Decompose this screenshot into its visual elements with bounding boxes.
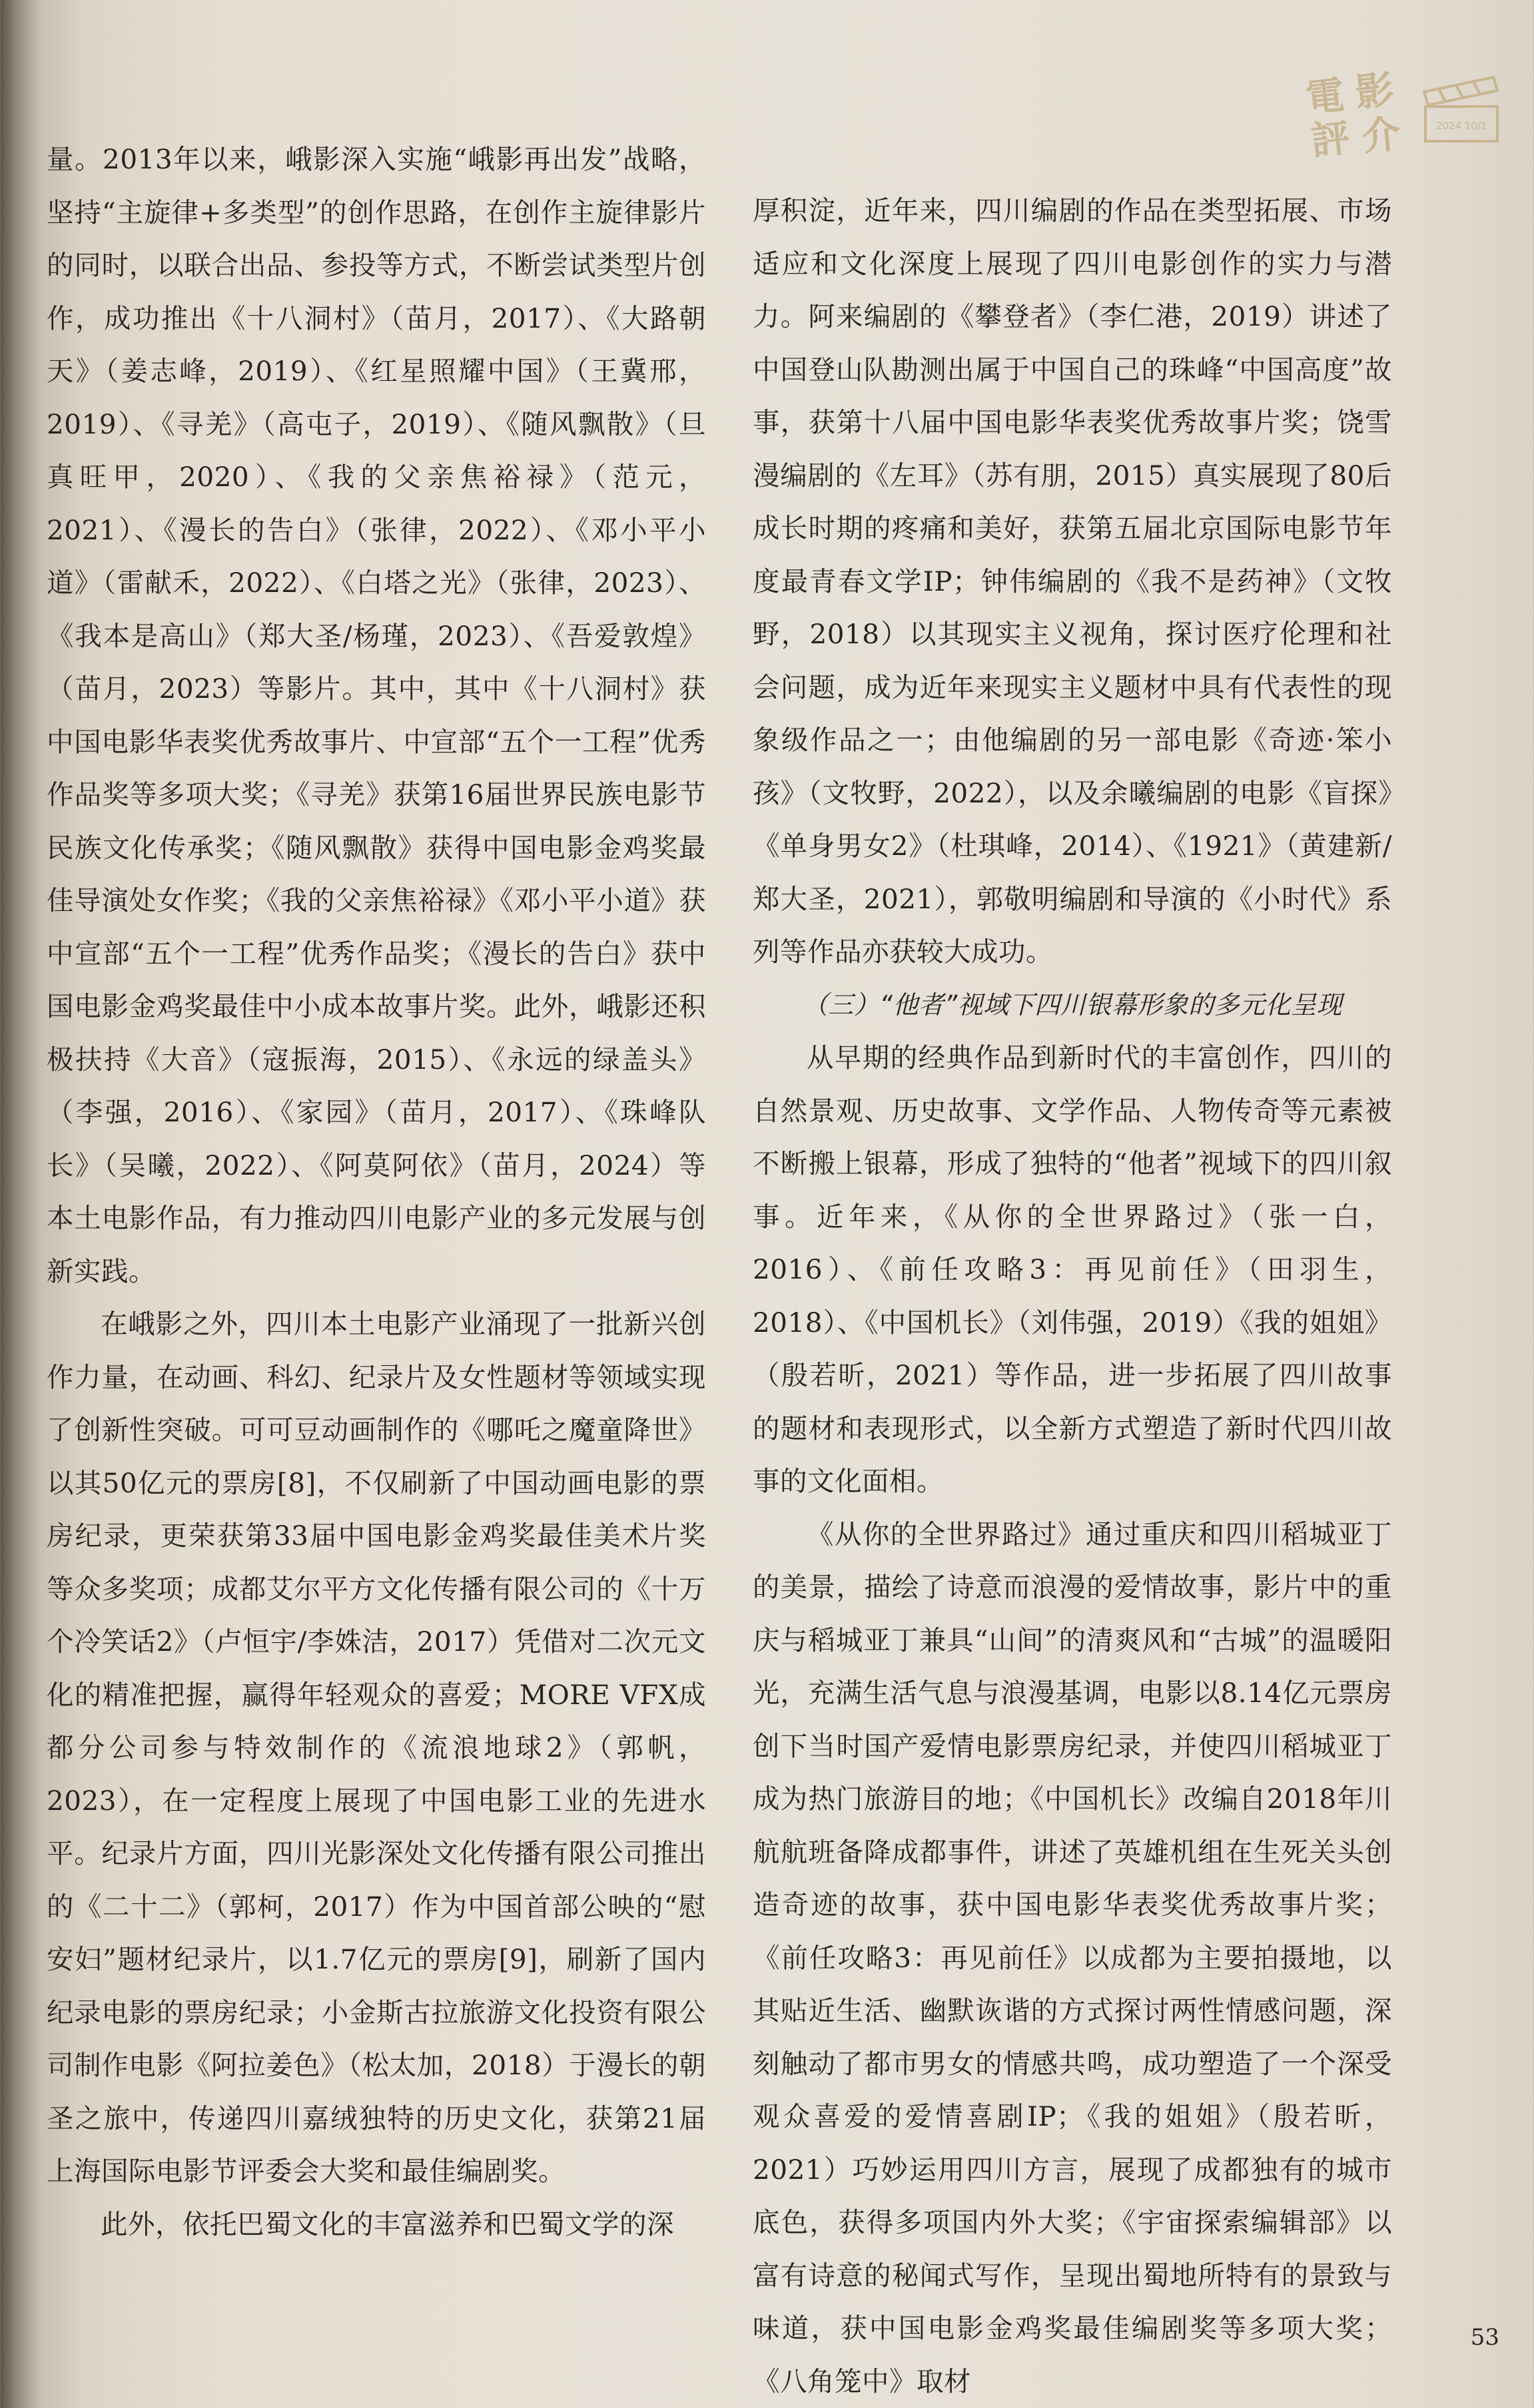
paragraph: 此外，依托巴蜀文化的丰富滋养和巴蜀文学的深 (47, 2198, 706, 2252)
logo-badge-text: 2024 10/1 (1436, 120, 1487, 132)
paragraph: 从早期的经典作品到新时代的丰富创作，四川的自然景观、历史故事、文学作品、人物传奇等元素被不断搬上银幕，形成了独特的“他者”视域下的四川叙事。近年来，《从你的全世界路过》（张一白，2016）、《前任攻略3：再见前任》（田羽生，2018）、《中国机长》（刘伟强，2019）《我的姐姐》（殷若昕，2021）等作品，进一步拓展了四川故事的题材和表现形式，以全新方式塑造了新时代四川故事的文化面相。 (753, 1032, 1392, 1508)
clapperboard-icon (1419, 72, 1502, 145)
paragraph: 厚积淀，近年来，四川编剧的作品在类型拓展、市场适应和文化深度上展现了四川电影创作的实力与潜力。阿来编剧的《攀登者》（李仁港，2019）讲述了中国登山队勘测出属于中国自己的珠峰“中国高度”故事，获第十八届中国电影华表奖优秀故事片奖；饶雪漫编剧的《左耳》（苏有朋，2015）真实展现了80后成长时期的疼痛和美好，获第五届北京国际电影节年度最青春文学IP；钟伟编剧的《我不是药神》（文牧野，2018）以其现实主义视角，探讨医疗伦理和社会问题，成为近年来现实主义题材中具有代表性的现象级作品之一；由他编剧的另一部电影《奇迹·笨小孩》（文牧野，2022），以及余曦编剧的电影《盲探》《单身男女2》（杜琪峰，2014）、《1921》（黄建新/郑大圣，2021），郭敬明编剧和导演的《小时代》系列等作品亦获较大成功。 (753, 184, 1392, 979)
logo-char: 電 (1303, 63, 1347, 123)
magazine-logo (1306, 60, 1505, 160)
right-column (753, 184, 1392, 2408)
logo-calligraphy (1306, 60, 1415, 160)
paragraph: 在峨影之外，四川本土电影产业涌现了一批新兴创作力量，在动画、科幻、纪录片及女性题材等领域实现了创新性突破。可可豆动画制作的《哪吒之魔童降世》以其50亿元的票房[8]，不仅刷新了中国动画电影的票房纪录，更荣获第33届中国电影金鸡奖最佳美术片奖等众多奖项；成都艾尔平方文化传播有限公司的《十万个冷笑话2》（卢恒宇/李姝洁，2017）凭借对二次元文化的精准把握，赢得年轻观众的喜爱；MORE VFX成都分公司参与特效制作的《流浪地球2》（郭帆，2023），在一定程度上展现了中国电影工业的先进水平。纪录片方面，四川光影深处文化传播有限公司推出的《二十二》（郭柯，2017）作为中国首部公映的“慰安妇”题材纪录片，以1.7亿元的票房[9]，刷新了国内纪录电影的票房纪录；小金斯古拉旅游文化投资有限公司制作电影《阿拉姜色》（松太加，2018）于漫长的朝圣之旅中，传递四川嘉绒独特的历史文化，获第21届上海国际电影节评委会大奖和最佳编剧奖。 (47, 1298, 706, 2198)
paragraph: 量。2013年以来，峨影深入实施“峨影再出发”战略，坚持“主旋律+多类型”的创作思路，在创作主旋律影片的同时，以联合出品、参投等方式，不断尝试类型片创作，成功推出《十八洞村》（苗月，2017）、《大路朝天》（姜志峰，2019）、《红星照耀中国》（王冀邢，2019）、《寻羌》（高屯子，2019）、《随风飘散》（旦真旺甲，2020）、《我的父亲焦裕禄》（范元，2021）、《漫长的告白》（张律，2022）、《邓小平小道》（雷献禾，2022）、《白塔之光》（张律，2023）、《我本是高山》（郑大圣/杨瑾，2023）、《吾爱敦煌》（苗月，2023）等影片。其中，其中《十八洞村》获中国电影华表奖优秀故事片、中宣部“五个一工程”优秀作品奖等多项大奖；《寻羌》获第16届世界民族电影节民族文化传承奖；《随风飘散》获得中国电影金鸡奖最佳导演处女作奖；《我的父亲焦裕禄》《邓小平小道》获中宣部“五个一工程”优秀作品奖；《漫长的告白》获中国电影金鸡奖最佳中小成本故事片奖。此外，峨影还积极扶持《大音》（寇振海，2015）、《永远的绿盖头》（李强，2016）、《家园》（苗月，2017）、《珠峰队长》（吴曦，2022）、《阿莫阿依》（苗月，2024）等本土电影作品，有力推动四川电影产业的多元发展与创新实践。 (47, 133, 706, 1298)
logo-char: 評 (1308, 106, 1352, 166)
logo-char: 影 (1352, 58, 1396, 118)
logo-char: 介 (1359, 102, 1403, 162)
page-number: 53 (1471, 2324, 1499, 2351)
left-column (47, 133, 706, 2251)
paragraph: 《从你的全世界路过》通过重庆和四川稻城亚丁的美景，描绘了诗意而浪漫的爱情故事，影片中的重庆与稻城亚丁兼具“山间”的清爽风和“古城”的温暖阳光，充满生活气息与浪漫基调，电影以8.14亿元票房创下当时国产爱情电影票房纪录，并使四川稻城亚丁成为热门旅游目的地；《中国机长》改编自2018年川航航班备降成都事件，讲述了英雄机组在生死关头创造奇迹的故事，获中国电影华表奖优秀故事片奖；《前任攻略3：再见前任》以成都为主要拍摄地，以其贴近生活、幽默诙谐的方式探讨两性情感问题，深刻触动了都市男女的情感共鸣，成功塑造了一个深受观众喜爱的爱情喜剧IP；《我的姐姐》（殷若昕，2021）巧妙运用四川方言，展现了成都独有的城市底色，获得多项国内外大奖；《宇宙探索编辑部》以富有诗意的秘闻式写作，呈现出蜀地所特有的景致与味道，获中国电影金鸡奖最佳编剧奖等多项大奖；《八角笼中》取材 (753, 1508, 1392, 2408)
section-heading: （三）“他者”视域下四川银幕形象的多元化呈现 (753, 979, 1392, 1032)
